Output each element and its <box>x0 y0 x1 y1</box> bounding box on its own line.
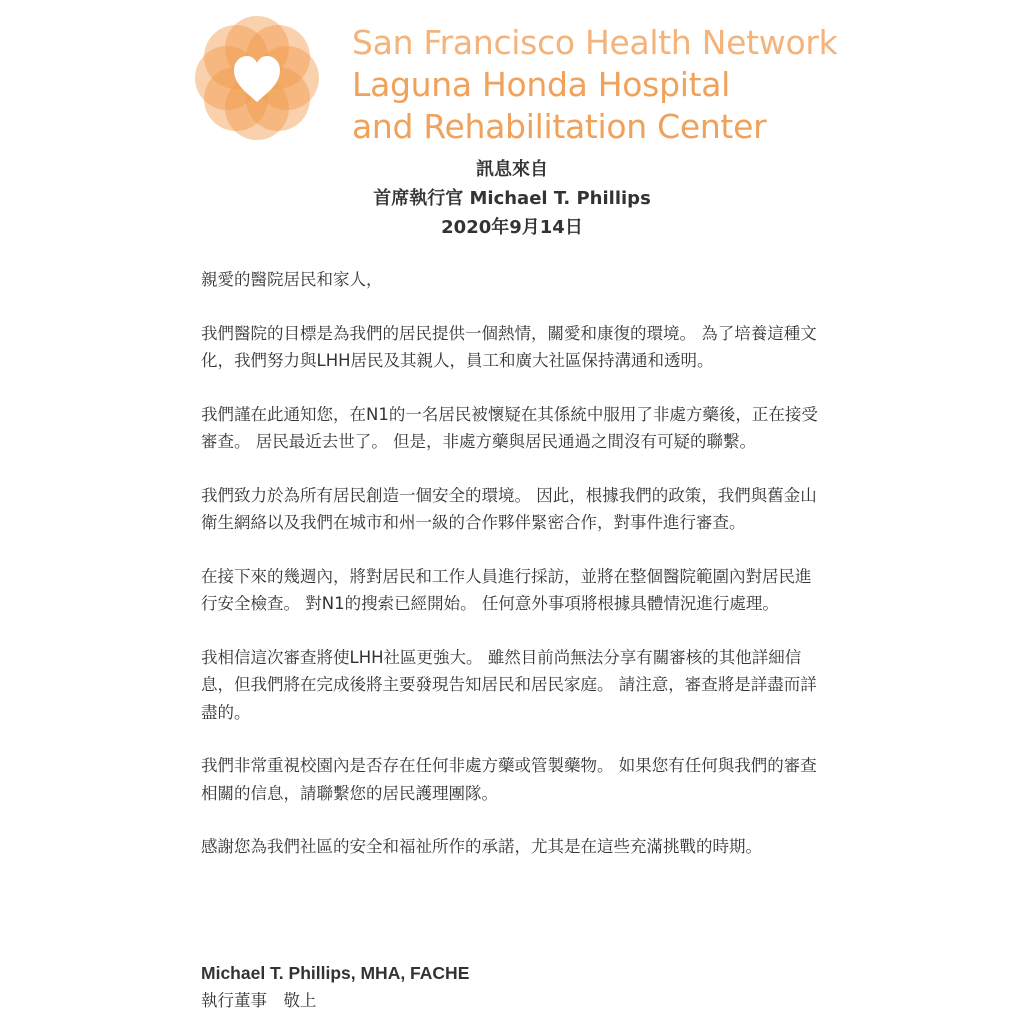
letterhead <box>190 12 850 144</box>
heart-flower-logo-icon <box>190 12 324 144</box>
network-name: San Francisco Health Network <box>352 23 838 62</box>
header-author: 首席執行官 Michael T. Phillips <box>373 188 651 209</box>
greeting: 親愛的醫院居民和家人， <box>201 270 383 289</box>
hospital-name-line1: Laguna Honda Hospital <box>352 65 731 104</box>
signature-block <box>201 960 823 1014</box>
signature-closing: 執行董事 敬上 <box>201 991 317 1010</box>
paragraph: 在接下來的幾週內，將對居民和工作人員進行採訪，並將在整個醫院範圍內對居民進行安全檢查。 對N1的搜索已經開始。 任何意外事項將根據具體情況進行處理。 <box>201 566 812 613</box>
letter-header <box>0 155 1024 242</box>
paragraph: 我們非常重視校園內是否存在任何非處方藥或管製藥物。 如果您有任何與我們的審查相關的信息，請聯繫您的居民護理團隊。 <box>201 756 817 803</box>
header-date: 2020年9月14日 <box>441 217 583 238</box>
header-from: 訊息來自 <box>476 159 548 180</box>
paragraph: 感謝您為我們社區的安全和福祉所作的承諾，尤其是在這些充滿挑戰的時期。 <box>201 837 762 856</box>
letter-body <box>201 266 823 887</box>
paragraph: 我們醫院的目標是為我們的居民提供一個熱情，關愛和康復的環境。 為了培養這種文化，我們努力與LHH居民及其親人，員工和廣大社區保持溝通和透明。 <box>201 323 817 370</box>
signature-name: Michael T. Phillips, MHA, FACHE <box>201 963 470 983</box>
paragraph: 我們謹在此通知您，在N1的一名居民被懷疑在其係統中服用了非處方藥後，正在接受審查。 居民最近去世了。 但是，非處方藥與居民通過之間沒有可疑的聯繫。 <box>201 404 818 451</box>
paragraph: 我們致力於為所有居民創造一個安全的環境。 因此，根據我們的政策，我們與舊金山衛生網絡以及我們在城市和州一級的合作夥伴緊密合作，對事件進行審查。 <box>201 485 817 532</box>
hospital-name-line2: and Rehabilitation Center <box>352 107 767 146</box>
organization-name <box>352 22 837 148</box>
paragraph: 我相信這次審查將使LHH社區更強大。 雖然目前尚無法分享有關審核的其他詳細信息，但我們將在完成後將主要發現告知居民和居民家庭。 請注意，審查將是詳盡而詳盡的。 <box>201 647 817 722</box>
